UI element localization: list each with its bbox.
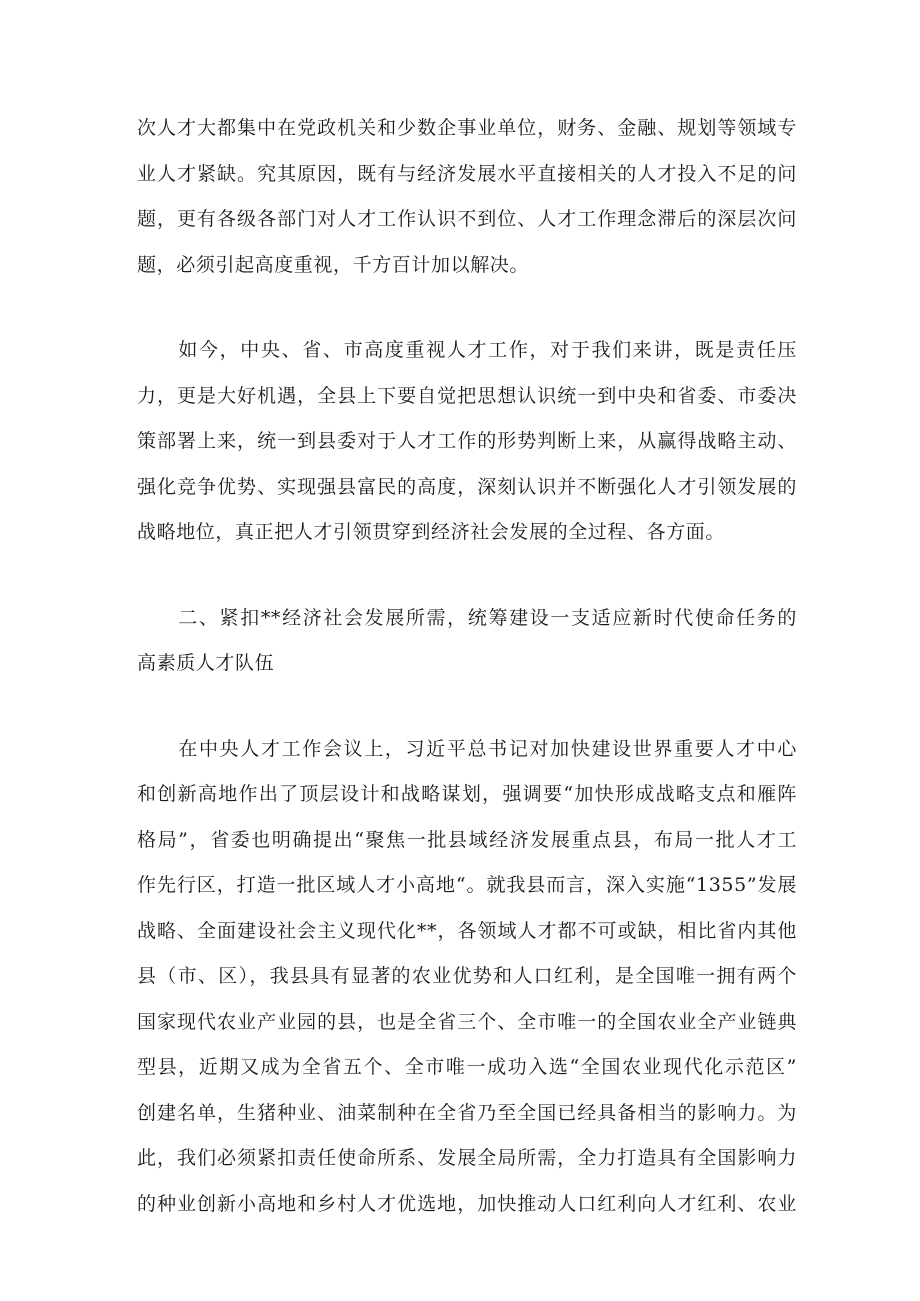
paragraph-spacer xyxy=(137,556,797,596)
document-body xyxy=(137,106,797,1227)
text-line: 格局”，省委也明确提出“聚焦一批县域经济发展重点县，布局一批人才工 xyxy=(137,828,797,851)
paragraph-spacer xyxy=(137,687,797,727)
text-line: 战略地位，真正把人才引领贯穿到经济社会发展的全过程、各方面。 xyxy=(137,521,726,543)
text-line: 强化竞争优势、实现强县富民的高度，深刻认识并不断强化人才引领发展的 xyxy=(137,475,797,498)
text-line: 题，必须引起高度重视，千方百计加以解决。 xyxy=(137,253,530,276)
text-line: 和创新高地作出了顶层设计和战略谋划，强调要“加快形成战略支点和雁阵 xyxy=(137,783,797,805)
paragraph-talent-shortage xyxy=(137,106,797,288)
text-line: 次人才大都集中在党政机关和少数企事业单位，财务、金融、规划等领域专 xyxy=(137,117,797,139)
text-line: 高素质人才队伍 xyxy=(137,652,275,674)
text-line: 县（市、区），我县具有显著的农业优势和人口红利，是全国唯一拥有两个 xyxy=(137,965,797,987)
section-heading-two xyxy=(137,596,797,687)
text-line: 力，更是大好机遇，全县上下要自觉把思想认识统一到中央和省委、市委决 xyxy=(137,384,797,407)
text-line: 二、紧扣**经济社会发展所需，统筹建设一支适应新时代使命任务的 xyxy=(137,606,797,629)
text-line: 战略、全面建设社会主义现代化**，各领域人才都不可或缺，相比省内其他 xyxy=(137,919,797,942)
text-line: 题，更有各级各部门对人才工作认识不到位、人才工作理念滞后的深层次问 xyxy=(137,208,797,230)
text-line: 在中央人才工作会议上，习近平总书记对加快建设世界重要人才中心 xyxy=(137,737,797,760)
text-line: 业人才紧缺。究其原因，既有与经济发展水平直接相关的人才投入不足的问 xyxy=(137,162,797,185)
text-line: 型县，近期又成为全省五个、全市唯一成功入选“全国农业现代化示范区” xyxy=(137,1056,797,1078)
text-line: 作先行区，打造一批区域人才小高地“。就我县而言，深入实施“1355”发展 xyxy=(137,874,797,896)
text-line: 此，我们必须紧扣责任使命所系、发展全局所需，全力打造具有全国影响力 xyxy=(137,1147,797,1169)
text-line: 如今，中央、省、市高度重视人才工作，对于我们来讲，既是责任压 xyxy=(137,339,797,361)
text-line: 创建名单，生猪种业、油菜制种在全省乃至全国已经具备相当的影响力。为 xyxy=(137,1101,797,1124)
text-line: 的种业创新小高地和乡村人才优选地，加快推动人口红利向人才红利、农业 xyxy=(137,1192,797,1215)
text-line: 策部署上来，统一到县委对于人才工作的形势判断上来，从赢得战略主动、 xyxy=(137,430,797,452)
text-line: 国家现代农业产业园的县，也是全省三个、全市唯一的全国农业全产业链典 xyxy=(137,1010,797,1033)
paragraph-central-conference xyxy=(137,727,797,1228)
paragraph-spacer xyxy=(137,288,797,328)
paragraph-responsibility xyxy=(137,328,797,556)
